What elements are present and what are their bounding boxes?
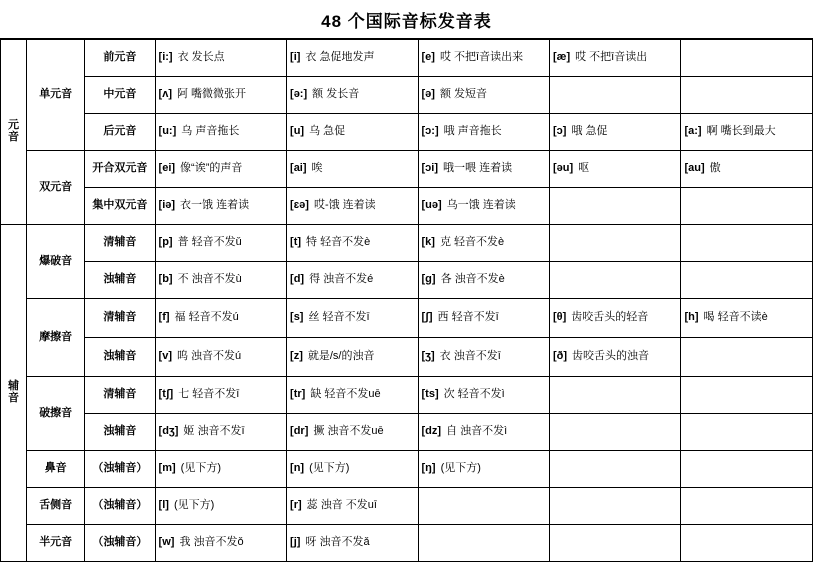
ipa-cell bbox=[550, 299, 681, 338]
ipa-cell bbox=[418, 188, 549, 225]
table-row bbox=[1, 225, 813, 262]
ipa-symbol: [tʃ] bbox=[158, 388, 174, 401]
ipa-symbol: [i:] bbox=[158, 51, 173, 64]
group-label-vowel bbox=[1, 40, 27, 225]
ipa-symbol: [ŋ] bbox=[421, 462, 436, 475]
ipa-symbol: [n] bbox=[290, 462, 305, 475]
ipa-symbol: [ʃ] bbox=[421, 311, 433, 324]
ipa-symbol: [b] bbox=[158, 273, 173, 286]
ipa-desc: 啊 嘴长到最大 bbox=[706, 125, 776, 138]
ipa-cell bbox=[418, 114, 549, 151]
section-label-nasal: 鼻音 bbox=[27, 451, 85, 488]
ipa-cell bbox=[155, 262, 286, 299]
ipa-cell-empty bbox=[550, 488, 681, 525]
ipa-desc: 普 轻音不发ǔ bbox=[177, 236, 242, 249]
ipa-symbol: [au] bbox=[684, 162, 705, 175]
ipa-symbol: [ɔi] bbox=[421, 162, 439, 175]
ipa-cell bbox=[287, 377, 418, 414]
ipa-cell bbox=[155, 299, 286, 338]
ipa-symbol: [ə] bbox=[421, 88, 435, 101]
ipa-desc: 唉 bbox=[311, 162, 323, 175]
ipa-desc: (见下方) bbox=[309, 462, 350, 475]
ipa-cell-empty bbox=[681, 40, 813, 77]
ipa-cell-empty bbox=[550, 525, 681, 562]
section-label-semivowel: 半元音 bbox=[27, 525, 85, 562]
ipa-symbol: [l] bbox=[158, 499, 169, 512]
group-label-consonant bbox=[1, 225, 27, 562]
ipa-cell bbox=[155, 225, 286, 262]
ipa-symbol: [əu] bbox=[553, 162, 574, 175]
document-title-bar bbox=[0, 0, 813, 39]
ipa-desc: 像“诶”的声音 bbox=[180, 162, 243, 175]
ipa-desc: 西 轻音不发ī bbox=[437, 311, 499, 324]
ipa-desc: 衣一饿 连着读 bbox=[180, 199, 250, 212]
ipa-cell-empty bbox=[681, 338, 813, 377]
ipa-cell-empty bbox=[550, 262, 681, 299]
ipa-cell bbox=[418, 77, 549, 114]
ipa-symbol: [dz] bbox=[421, 425, 442, 438]
table-row bbox=[1, 414, 813, 451]
ipa-cell-empty bbox=[550, 77, 681, 114]
ipa-symbol: [ɔ] bbox=[553, 125, 567, 138]
ipa-cell bbox=[287, 40, 418, 77]
ipa-cell bbox=[287, 525, 418, 562]
ipa-cell bbox=[155, 414, 286, 451]
ipa-symbol: [e] bbox=[421, 51, 435, 64]
ipa-symbol: [æ] bbox=[553, 51, 571, 64]
ipa-cell-empty bbox=[418, 525, 549, 562]
ipa-cell bbox=[681, 114, 813, 151]
ipa-cell bbox=[418, 40, 549, 77]
ipa-symbol: [ts] bbox=[421, 388, 439, 401]
ipa-symbol: [v] bbox=[158, 350, 172, 363]
ipa-cell bbox=[418, 338, 549, 377]
ipa-desc: 自 浊音不发ì bbox=[446, 425, 508, 438]
ipa-desc: 撅 浊音不发uē bbox=[313, 425, 384, 438]
ipa-desc: 各 浊音不发è bbox=[440, 273, 505, 286]
ipa-symbol: [f] bbox=[158, 311, 170, 324]
ipa-symbol: [i] bbox=[290, 51, 301, 64]
ipa-desc: 得 浊音不发é bbox=[309, 273, 374, 286]
ipa-desc: 乌 急促 bbox=[309, 125, 346, 138]
ipa-desc: 我 浊音不发ǒ bbox=[179, 536, 244, 549]
ipa-cell bbox=[287, 338, 418, 377]
ipa-desc: 呜 浊音不发ú bbox=[177, 350, 242, 363]
ipa-cell bbox=[287, 488, 418, 525]
table-row bbox=[1, 151, 813, 188]
ipa-cell-empty bbox=[681, 488, 813, 525]
ipa-cell bbox=[287, 114, 418, 151]
ipa-cell bbox=[287, 451, 418, 488]
ipa-symbol: [m] bbox=[158, 462, 176, 475]
ipa-cell-empty bbox=[550, 451, 681, 488]
ipa-cell bbox=[155, 451, 286, 488]
ipa-symbol: [ɔ:] bbox=[421, 125, 439, 138]
ipa-symbol: [d] bbox=[290, 273, 305, 286]
ipa-desc: 丝 轻音不发ī bbox=[308, 311, 370, 324]
ipa-symbol: [iə] bbox=[158, 199, 176, 212]
ipa-cell-empty bbox=[681, 377, 813, 414]
ipa-cell-empty bbox=[681, 262, 813, 299]
ipa-desc: 哎-饿 连着读 bbox=[313, 199, 376, 212]
ipa-cell-empty bbox=[418, 488, 549, 525]
ipa-cell-empty bbox=[681, 414, 813, 451]
ipa-cell bbox=[681, 151, 813, 188]
ipa-cell bbox=[418, 451, 549, 488]
ipa-desc: 阿 嘴微微张开 bbox=[177, 88, 247, 101]
subrow-label-center: 集中双元音 bbox=[85, 188, 155, 225]
ipa-cell-empty bbox=[681, 77, 813, 114]
table-row bbox=[1, 451, 813, 488]
group-label-vowel-text: 元音 bbox=[8, 118, 20, 144]
ipa-cell bbox=[418, 262, 549, 299]
ipa-desc: 克 轻音不发è bbox=[439, 236, 505, 249]
ipa-symbol: [ʌ] bbox=[158, 88, 172, 101]
ipa-cell bbox=[681, 299, 813, 338]
ipa-cell bbox=[287, 188, 418, 225]
ipa-desc: 呀 浊音不发ǎ bbox=[305, 536, 370, 549]
ipa-cell bbox=[287, 77, 418, 114]
table-row bbox=[1, 188, 813, 225]
ipa-symbol: [ai] bbox=[290, 162, 307, 175]
ipa-cell-empty bbox=[681, 225, 813, 262]
ipa-desc: 哦 声音拖长 bbox=[443, 125, 502, 138]
ipa-cell-empty bbox=[681, 525, 813, 562]
ipa-symbol: [w] bbox=[158, 536, 175, 549]
ipa-desc: 额 发短音 bbox=[439, 88, 488, 101]
ipa-symbol: [dr] bbox=[290, 425, 309, 438]
ipa-symbol: [p] bbox=[158, 236, 173, 249]
ipa-desc: 姬 浊音不发ī bbox=[183, 425, 245, 438]
ipa-cell bbox=[155, 377, 286, 414]
ipa-cell bbox=[287, 299, 418, 338]
ipa-symbol: [r] bbox=[290, 499, 302, 512]
ipa-desc: 哎 不把ī音读出 bbox=[575, 51, 648, 64]
ipa-desc: 衣 发长点 bbox=[177, 51, 225, 64]
ipa-cell bbox=[550, 40, 681, 77]
ipa-desc: 齿咬舌头的浊音 bbox=[572, 350, 650, 363]
ipa-cell bbox=[287, 151, 418, 188]
ipa-symbol: [ɛə] bbox=[290, 199, 309, 212]
section-label-monophthong: 单元音 bbox=[27, 40, 85, 151]
ipa-symbol: [j] bbox=[290, 536, 301, 549]
ipa-cell bbox=[155, 151, 286, 188]
ipa-symbol: [dʒ] bbox=[158, 425, 179, 438]
ipa-desc: 额 发长音 bbox=[312, 88, 360, 101]
table-row bbox=[1, 525, 813, 562]
ipa-symbol: [ð] bbox=[553, 350, 568, 363]
ipa-cell-empty bbox=[550, 414, 681, 451]
ipa-desc: 蕊 浊音 不发uī bbox=[306, 499, 377, 512]
ipa-symbol: [ei] bbox=[158, 162, 176, 175]
section-label-fricative: 摩擦音 bbox=[27, 299, 85, 377]
ipa-desc: 喝 轻音不读è bbox=[703, 311, 768, 324]
ipa-desc: 衣 急促地发声 bbox=[305, 51, 375, 64]
section-label-affricate: 破擦音 bbox=[27, 377, 85, 451]
ipa-symbol: [a:] bbox=[684, 125, 702, 138]
ipa-desc: 乌 声音拖长 bbox=[181, 125, 240, 138]
subrow-label-back: 后元音 bbox=[85, 114, 155, 151]
ipa-symbol: [tr] bbox=[290, 388, 306, 401]
ipa-desc: 哎 不把ī音读出来 bbox=[439, 51, 524, 64]
subrow-label-front: 前元音 bbox=[85, 40, 155, 77]
ipa-symbol: [u:] bbox=[158, 125, 177, 138]
ipa-table bbox=[0, 39, 813, 562]
ipa-desc: 哦 急促 bbox=[571, 125, 608, 138]
ipa-desc: (见下方) bbox=[173, 499, 215, 512]
subrow-label-voiceless: 清辅音 bbox=[85, 299, 155, 338]
section-label-diphthong: 双元音 bbox=[27, 151, 85, 225]
ipa-symbol: [ə:] bbox=[290, 88, 308, 101]
ipa-cell-empty bbox=[681, 451, 813, 488]
ipa-desc: 衣 浊音不发ī bbox=[439, 350, 501, 363]
ipa-desc: 齿咬舌头的轻音 bbox=[571, 311, 649, 324]
ipa-cell bbox=[155, 77, 286, 114]
ipa-cell bbox=[418, 151, 549, 188]
ipa-symbol: [ʒ] bbox=[421, 350, 435, 363]
subrow-label-voiced-cons: （浊辅音） bbox=[85, 451, 155, 488]
ipa-desc: 就是/s/的浊音 bbox=[307, 350, 375, 363]
ipa-cell bbox=[550, 151, 681, 188]
subrow-label-voiceless: 清辅音 bbox=[85, 377, 155, 414]
ipa-cell bbox=[418, 299, 549, 338]
subrow-label-voiced: 浊辅音 bbox=[85, 338, 155, 377]
ipa-cell bbox=[418, 225, 549, 262]
ipa-symbol: [t] bbox=[290, 236, 302, 249]
ipa-symbol: [u] bbox=[290, 125, 305, 138]
ipa-desc: 哦一喂 连着读 bbox=[443, 162, 513, 175]
subrow-label-voiced: 浊辅音 bbox=[85, 414, 155, 451]
ipa-cell bbox=[155, 488, 286, 525]
ipa-desc: (见下方) bbox=[180, 462, 221, 475]
ipa-cell-empty bbox=[681, 188, 813, 225]
ipa-cell bbox=[550, 114, 681, 151]
page-title: 48 个国际音标发音表 bbox=[321, 11, 492, 31]
table-row bbox=[1, 299, 813, 338]
subrow-label-voiceless: 清辅音 bbox=[85, 225, 155, 262]
table-row bbox=[1, 77, 813, 114]
ipa-cell bbox=[155, 40, 286, 77]
table-row bbox=[1, 40, 813, 77]
ipa-cell bbox=[287, 414, 418, 451]
group-label-consonant-text: 辅音 bbox=[8, 379, 20, 405]
subrow-label-voiced-cons: （浊辅音） bbox=[85, 488, 155, 525]
subrow-label-mid: 中元音 bbox=[85, 77, 155, 114]
ipa-desc: 特 轻音不发è bbox=[306, 236, 371, 249]
table-row bbox=[1, 262, 813, 299]
ipa-cell bbox=[287, 225, 418, 262]
ipa-symbol: [h] bbox=[684, 311, 699, 324]
ipa-desc: 乌一饿 连着读 bbox=[446, 199, 516, 212]
table-row bbox=[1, 338, 813, 377]
ipa-cell bbox=[155, 188, 286, 225]
section-label-lateral: 舌侧音 bbox=[27, 488, 85, 525]
ipa-desc: 次 轻音不发ì bbox=[443, 388, 505, 401]
ipa-symbol: [z] bbox=[290, 350, 303, 363]
ipa-cell-empty bbox=[550, 225, 681, 262]
ipa-cell-empty bbox=[550, 377, 681, 414]
ipa-desc: (见下方) bbox=[440, 462, 481, 475]
section-label-plosive: 爆破音 bbox=[27, 225, 85, 299]
ipa-desc: 福 轻音不发ú bbox=[174, 311, 239, 324]
ipa-desc: 呕 bbox=[578, 162, 590, 175]
ipa-symbol: [k] bbox=[421, 236, 435, 249]
ipa-desc: 缺 轻音不发uē bbox=[310, 388, 381, 401]
ipa-cell bbox=[155, 525, 286, 562]
ipa-symbol: [s] bbox=[290, 311, 304, 324]
ipa-cell bbox=[550, 338, 681, 377]
ipa-cell bbox=[418, 414, 549, 451]
ipa-cell bbox=[155, 114, 286, 151]
ipa-cell bbox=[418, 377, 549, 414]
ipa-cell-empty bbox=[550, 188, 681, 225]
subrow-label-voiced-cons: （浊辅音） bbox=[85, 525, 155, 562]
ipa-symbol: [g] bbox=[421, 273, 436, 286]
table-row bbox=[1, 377, 813, 414]
ipa-desc: 傲 bbox=[709, 162, 721, 175]
ipa-symbol: [θ] bbox=[553, 311, 567, 324]
ipa-cell bbox=[287, 262, 418, 299]
subrow-label-open: 开合双元音 bbox=[85, 151, 155, 188]
ipa-symbol: [uə] bbox=[421, 199, 442, 212]
ipa-desc: 七 轻音不发ī bbox=[178, 388, 240, 401]
subrow-label-voiced: 浊辅音 bbox=[85, 262, 155, 299]
table-row bbox=[1, 114, 813, 151]
table-row bbox=[1, 488, 813, 525]
ipa-desc: 不 浊音不发ù bbox=[177, 273, 242, 286]
ipa-cell bbox=[155, 338, 286, 377]
